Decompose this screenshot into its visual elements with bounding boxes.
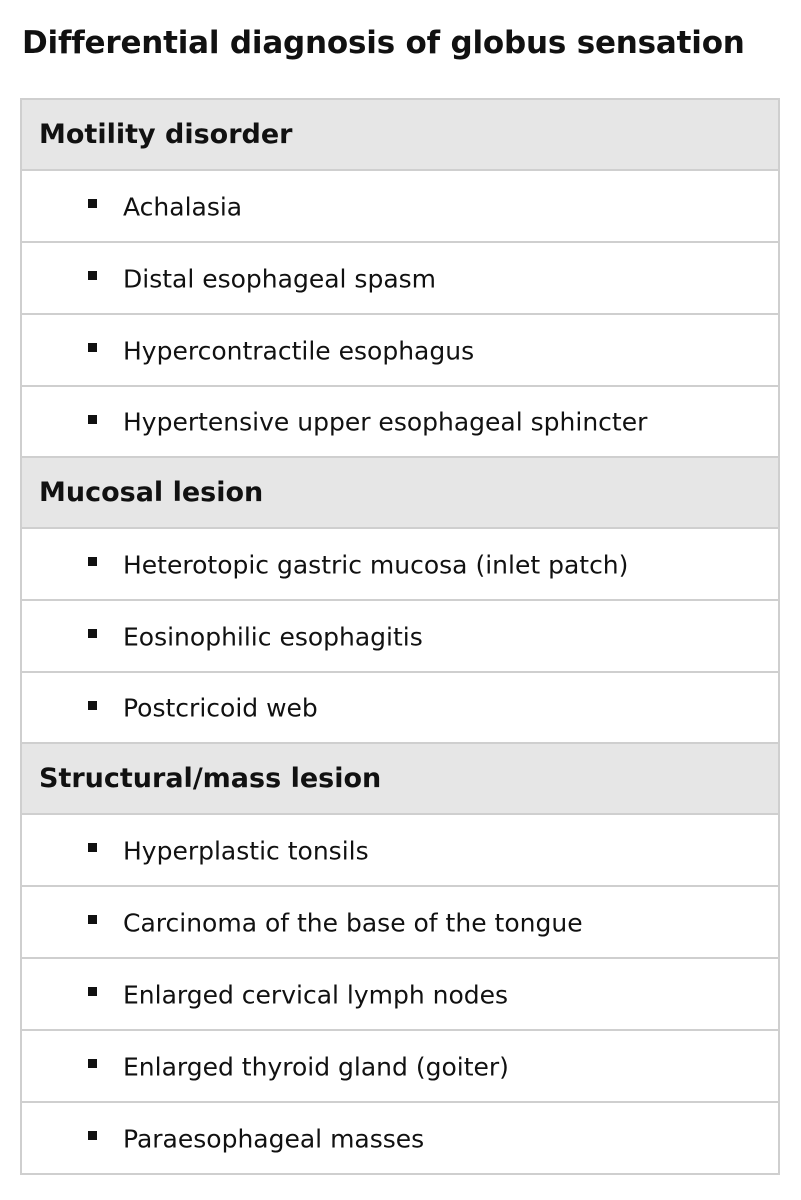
list-item [21,170,779,242]
list-item-text: Heterotopic gastric mucosa (inlet patch) [123,550,629,580]
section-header-row [21,99,779,170]
section-header-row [21,743,779,814]
section-heading: Mucosal lesion [21,457,779,528]
section-heading: Structural/mass lesion [21,743,779,814]
list-item [21,528,779,600]
list-item-text: Hyperplastic tonsils [123,836,369,866]
list-item [21,672,779,743]
section-header-row [21,457,779,528]
square-bullet-icon [88,1131,97,1140]
square-bullet-icon [88,1059,97,1068]
list-item [21,1030,779,1102]
square-bullet-icon [88,557,97,566]
list-item [21,1102,779,1174]
list-item [21,958,779,1030]
page-title: Differential diagnosis of globus sensation [22,25,745,61]
list-item [21,242,779,314]
list-item [21,814,779,886]
square-bullet-icon [88,629,97,638]
list-item [21,314,779,386]
square-bullet-icon [88,271,97,280]
list-item-text: Distal esophageal spasm [123,264,437,294]
list-item-text: Eosinophilic esophagitis [123,622,423,652]
square-bullet-icon [88,987,97,996]
list-item-text: Postcricoid web [123,693,318,723]
square-bullet-icon [88,343,97,352]
list-item-text: Hypercontractile esophagus [123,336,475,366]
square-bullet-icon [88,415,97,424]
diagnosis-table [20,98,780,1175]
section-heading: Motility disorder [21,99,779,170]
square-bullet-icon [88,915,97,924]
list-item-text: Enlarged cervical lymph nodes [123,980,509,1010]
square-bullet-icon [88,701,97,710]
list-item [21,886,779,958]
list-item-text: Enlarged thyroid gland (goiter) [123,1052,509,1082]
list-item [21,600,779,672]
list-item [21,386,779,457]
square-bullet-icon [88,199,97,208]
list-item-text: Carcinoma of the base of the tongue [123,908,583,938]
list-item-text: Hypertensive upper esophageal sphincter [123,407,648,437]
list-item-text: Achalasia [123,192,243,222]
list-item-text: Paraesophageal masses [123,1124,425,1154]
square-bullet-icon [88,843,97,852]
